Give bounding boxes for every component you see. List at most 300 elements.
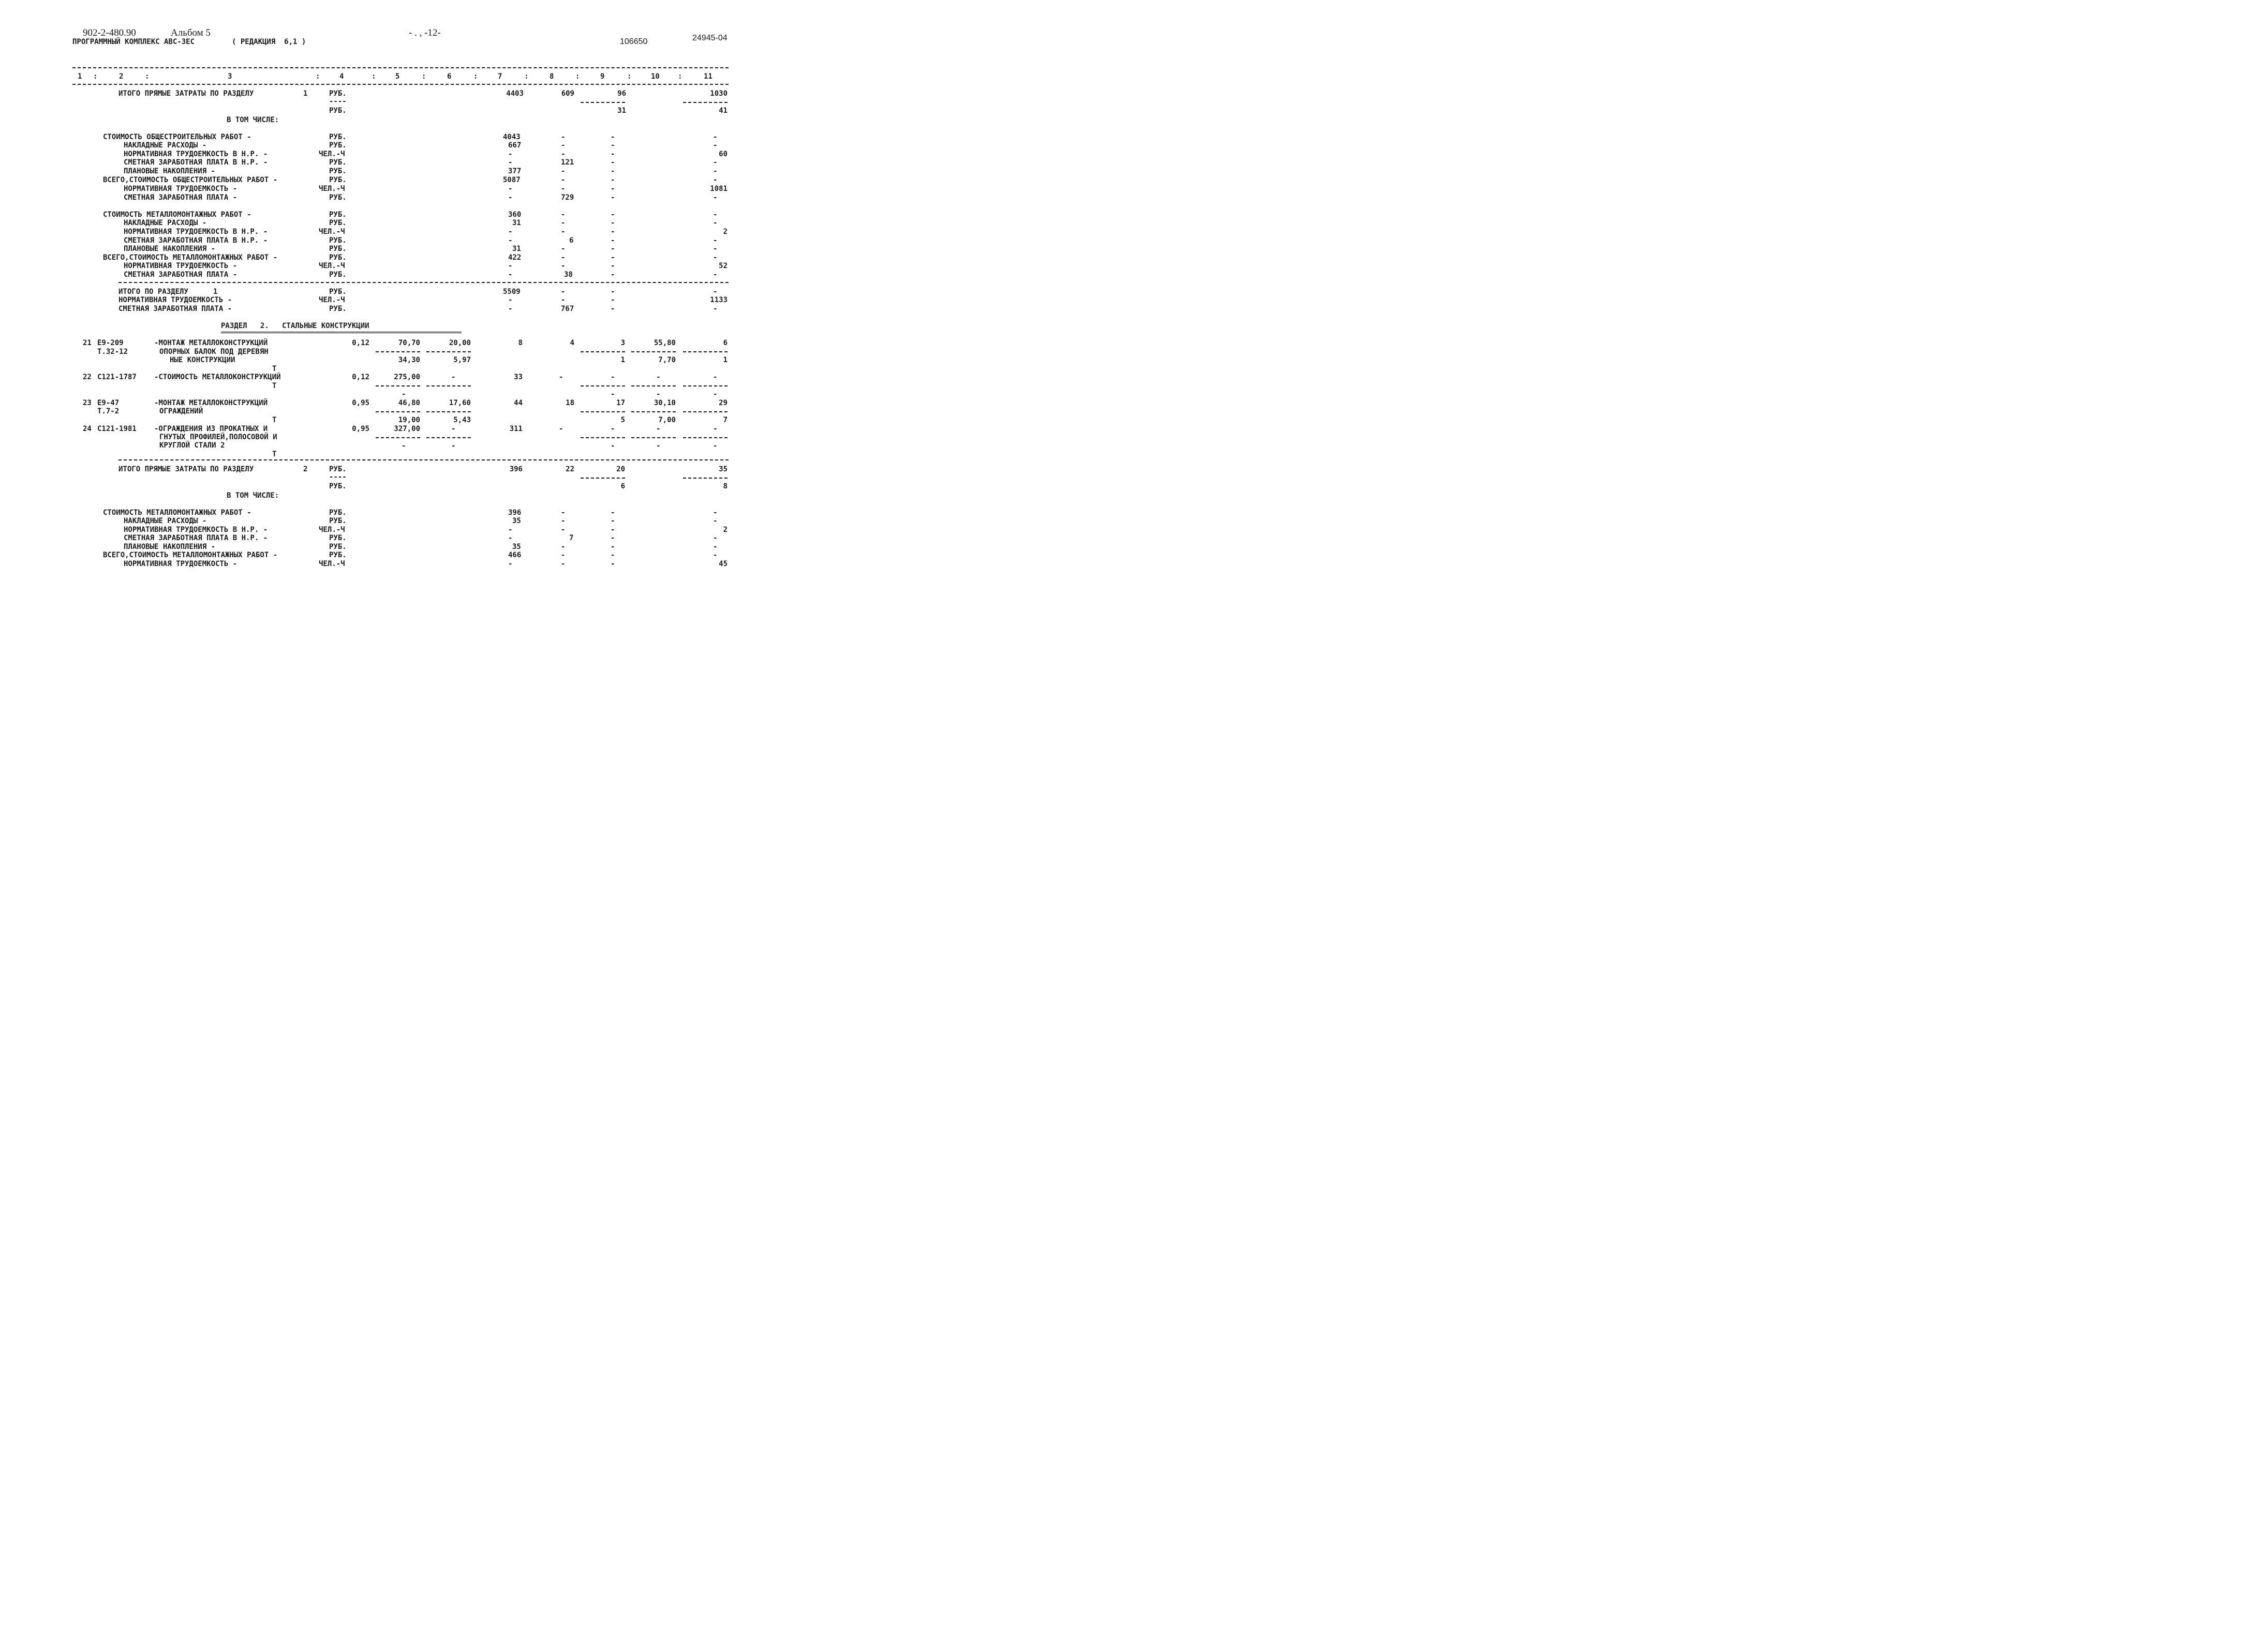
header-code-1: 106650	[620, 37, 648, 46]
cell-c8: -	[561, 560, 566, 568]
cell-c8: 22	[566, 465, 574, 473]
general-all-label: ВСЕГО,СТОИМОСТЬ ОБЩЕСТРОИТЕЛЬНЫХ РАБОТ -	[103, 176, 278, 184]
section1-itogo-labor-label: НОРМАТИВНАЯ ТРУДОЕМКОСТЬ -	[118, 296, 232, 304]
cell-rule	[631, 385, 676, 386]
cell-c9: -	[611, 150, 615, 158]
metal-wage-norm-label: СМЕТНАЯ ЗАРАБОТНАЯ ПЛАТА В Н.Р. -	[124, 236, 268, 245]
cell-c6: -	[451, 425, 456, 433]
cell-c9: -	[611, 254, 615, 262]
cell-rule	[581, 385, 625, 386]
cell-rule	[683, 478, 728, 479]
cell-c9: 96	[617, 90, 626, 98]
cell-c4: 0,95	[352, 399, 369, 407]
row-description: -МОНТАЖ МЕТАЛЛОКОНСТРУКЦИЙ	[154, 399, 268, 407]
metal2-labor-label: НОРМАТИВНАЯ ТРУДОЕМКОСТЬ -	[124, 560, 238, 568]
cell-c7: 31	[512, 245, 521, 253]
cell-rule	[683, 385, 728, 386]
cell-rule	[631, 437, 676, 438]
cell-c9: -	[611, 526, 615, 534]
col-header-2: 2	[119, 72, 124, 81]
cell-c11: -	[713, 211, 718, 219]
row-code: С121-1981	[97, 425, 137, 433]
row-code: С121-1787	[97, 373, 137, 381]
metal2-overhead-label: НАКЛАДНЫЕ РАСХОДЫ -	[124, 517, 207, 525]
cell-rule	[581, 102, 625, 103]
general-labor-norm-label: НОРМАТИВНАЯ ТРУДОЕМКОСТЬ В Н.Р. -	[124, 150, 268, 158]
cell-c8: 121	[561, 158, 574, 167]
cell-c8: -	[561, 262, 566, 270]
cell-c9: -	[611, 245, 615, 253]
cell-c5: 327,00	[394, 425, 420, 433]
cell-c9: -	[611, 176, 615, 184]
table-top-rule	[72, 67, 729, 68]
unit: РУБ.	[329, 176, 347, 184]
cell-c7: 5087	[503, 176, 521, 184]
row-number: 21	[83, 339, 92, 347]
section1-itogo-label: ИТОГО ПО РАЗДЕЛУ	[118, 288, 188, 296]
cell-c7: -	[508, 228, 513, 236]
cell-rule	[426, 437, 471, 438]
cell-c7: 8	[518, 339, 523, 347]
cell-c4: 0,12	[352, 339, 369, 347]
cell-c11: -	[713, 167, 718, 175]
cell-c7: -	[508, 236, 513, 245]
cell-c8: -	[561, 167, 566, 175]
row-unit: Т	[272, 450, 277, 458]
cell-c8: 4	[570, 339, 574, 347]
section2-title-underline	[221, 332, 462, 333]
col-header-6: 6	[447, 72, 452, 81]
general-overhead-label: НАКЛАДНЫЕ РАСХОДЫ -	[124, 141, 207, 150]
col-header-5: 5	[395, 72, 400, 81]
unit: РУБ.	[329, 167, 347, 175]
section2-incl-label: В ТОМ ЧИСЛЕ:	[227, 492, 279, 500]
cell-c9: -	[611, 543, 615, 551]
row-description: ОГРАЖДЕНИЙ	[159, 407, 203, 415]
cell-c11b: 7	[723, 416, 728, 424]
cell-c11b: 8	[723, 482, 728, 490]
cell-c9: -	[611, 236, 615, 245]
unit: РУБ.	[329, 534, 347, 542]
unit: РУБ.	[329, 288, 347, 296]
col-header-9: 9	[600, 72, 605, 81]
cell-c9: -	[611, 158, 615, 167]
cell-c9b: 5	[620, 416, 625, 424]
col-header-4: 4	[339, 72, 344, 81]
cell-c7: -	[508, 305, 513, 313]
row-number: 22	[83, 373, 92, 381]
section1-incl-label: В ТОМ ЧИСЛЕ:	[227, 116, 279, 124]
cell-c9: -	[611, 288, 615, 296]
cell-rule	[581, 411, 625, 412]
cell-c8: -	[561, 133, 566, 141]
col-header-7: 7	[498, 72, 502, 81]
cell-c7: 311	[509, 425, 523, 433]
unit-dash: ----	[329, 473, 347, 481]
cell-c11: -	[713, 176, 718, 184]
metal-labor-label: НОРМАТИВНАЯ ТРУДОЕМКОСТЬ -	[124, 262, 238, 270]
col-sep: :	[372, 72, 376, 81]
cell-c9: -	[611, 211, 615, 219]
unit: РУБ.	[329, 141, 347, 150]
unit: РУБ.	[329, 254, 347, 262]
cell-c11: -	[713, 236, 718, 245]
cell-c11: 60	[719, 150, 728, 158]
cell-rule	[426, 351, 471, 352]
metal-labor-norm-label: НОРМАТИВНАЯ ТРУДОЕМКОСТЬ В Н.Р. -	[124, 228, 268, 236]
cell-c9b: -	[611, 442, 615, 450]
row-code-table: Т.32-12	[97, 348, 128, 356]
cell-c7: 35	[512, 517, 521, 525]
metal2-labor-norm-label: НОРМАТИВНАЯ ТРУДОЕМКОСТЬ В Н.Р. -	[124, 526, 268, 534]
cell-c6b: 5,97	[453, 356, 471, 364]
unit: РУБ.	[329, 194, 347, 202]
cell-rule	[631, 351, 676, 352]
metal-all-label: ВСЕГО,СТОИМОСТЬ МЕТАЛЛОМОНТАЖНЫХ РАБОТ -	[103, 254, 278, 262]
cell-c11: -	[713, 517, 718, 525]
cell-c6: 20,00	[449, 339, 471, 347]
cell-c11: -	[713, 305, 718, 313]
doc-code: 902-2-480.90	[83, 27, 136, 38]
metal2-all-label: ВСЕГО,СТОИМОСТЬ МЕТАЛЛОМОНТАЖНЫХ РАБОТ -	[103, 551, 278, 559]
cell-c11: 1133	[710, 296, 728, 304]
cell-rule	[376, 411, 420, 412]
cell-c11: -	[713, 534, 718, 542]
cell-c11: -	[713, 425, 718, 433]
row-unit: Т	[272, 365, 277, 373]
metal-overhead-label: НАКЛАДНЫЕ РАСХОДЫ -	[124, 219, 207, 227]
cell-c9b: 1	[620, 356, 625, 364]
cell-c11: 29	[719, 399, 728, 407]
cell-c5: 46,80	[398, 399, 420, 407]
cell-c7: 396	[508, 509, 522, 517]
section1-itogo-rule	[118, 282, 729, 283]
cell-c11b: 1	[723, 356, 728, 364]
cell-rule	[683, 437, 728, 438]
cell-c8: -	[561, 150, 566, 158]
row-description: ОПОРНЫХ БАЛОК ПОД ДЕРЕВЯН	[159, 348, 269, 356]
cell-c8: -	[561, 517, 566, 525]
cell-c11: 52	[719, 262, 728, 270]
cell-c11: -	[713, 194, 718, 202]
metal2-profit-label: ПЛАНОВЫЕ НАКОПЛЕНИЯ -	[124, 543, 216, 551]
cell-c5b: 34,30	[398, 356, 420, 364]
cell-c9: -	[611, 194, 615, 202]
cell-rule	[581, 478, 625, 479]
cell-c7: 396	[509, 465, 523, 473]
unit-dash: ----	[329, 97, 347, 106]
cell-c11: 2	[723, 526, 728, 534]
cell-c11: -	[713, 254, 718, 262]
cell-c7: 422	[508, 254, 522, 262]
section2-total-label: ИТОГО ПРЯМЫЕ ЗАТРАТЫ ПО РАЗДЕЛУ	[118, 465, 254, 473]
cell-c11: 35	[719, 465, 728, 473]
unit: РУБ.	[329, 305, 347, 313]
cell-c11: -	[713, 551, 718, 559]
cell-c9: -	[611, 425, 615, 433]
cell-rule	[376, 437, 420, 438]
cell-c7: 33	[514, 373, 523, 381]
cell-c7: -	[508, 526, 513, 534]
general-profit-label: ПЛАНОВЫЕ НАКОПЛЕНИЯ -	[124, 167, 216, 175]
unit: ЧЕЛ.-Ч	[319, 150, 345, 158]
header-bottom-rule	[72, 84, 729, 85]
cell-c7: -	[508, 560, 513, 568]
col-sep: :	[316, 72, 320, 81]
cell-c5: 70,70	[398, 339, 420, 347]
cell-c10b: 7,00	[658, 416, 676, 424]
cell-c8: -	[561, 509, 566, 517]
album-label: Альбом 5	[171, 27, 211, 38]
cell-rule	[683, 351, 728, 352]
cell-c10: -	[656, 425, 661, 433]
cell-rule	[683, 102, 728, 103]
cell-c11: 45	[719, 560, 728, 568]
cell-c9: -	[611, 296, 615, 304]
cell-c9: -	[611, 305, 615, 313]
cell-c11: -	[713, 133, 718, 141]
cell-c9b: 31	[617, 107, 626, 115]
cell-c7: -	[508, 158, 513, 167]
cell-c11: 1081	[710, 185, 728, 193]
unit: РУБ.	[329, 465, 347, 473]
unit: ЧЕЛ.-Ч	[319, 296, 345, 304]
unit: РУБ.	[329, 211, 347, 219]
cell-c11: -	[713, 158, 718, 167]
cell-c11: -	[713, 373, 718, 381]
row-code-table: Т.7-2	[97, 407, 120, 415]
cell-c5b: -	[402, 390, 406, 398]
cell-c5: 275,00	[394, 373, 420, 381]
row-unit: Т	[272, 416, 277, 424]
cell-c11: -	[713, 271, 718, 279]
cell-rule	[581, 351, 625, 352]
col-header-1: 1	[78, 72, 82, 81]
col-sep: :	[627, 72, 632, 81]
general-wage-norm-label: СМЕТНАЯ ЗАРАБОТНАЯ ПЛАТА В Н.Р. -	[124, 158, 268, 167]
cell-c8: 18	[566, 399, 574, 407]
cell-c5b: 19,00	[398, 416, 420, 424]
cell-c7: -	[508, 296, 513, 304]
cell-c8: 767	[561, 305, 574, 313]
cell-c5b: -	[402, 442, 406, 450]
cell-c8: -	[561, 211, 566, 219]
cell-c8: -	[559, 373, 563, 381]
unit: РУБ.	[329, 236, 347, 245]
row-code: Е9-209	[97, 339, 124, 347]
col-header-8: 8	[550, 72, 554, 81]
cell-c9: -	[611, 167, 615, 175]
section2-total-rule	[118, 459, 729, 460]
cell-c9: 3	[620, 339, 625, 347]
unit: РУБ.	[329, 107, 347, 115]
cell-c11: 1030	[710, 90, 728, 98]
cell-c8: 38	[564, 271, 573, 279]
cell-c8: -	[561, 141, 566, 150]
cell-c8: -	[561, 296, 566, 304]
unit: РУБ.	[329, 271, 347, 279]
cell-c11: -	[713, 509, 718, 517]
unit: РУБ.	[329, 90, 347, 98]
cell-c9: -	[611, 133, 615, 141]
cell-c11b: -	[713, 442, 718, 450]
col-sep: :	[93, 72, 98, 81]
cell-c10: 30,10	[654, 399, 676, 407]
cell-c9b: -	[611, 390, 615, 398]
unit: ЧЕЛ.-Ч	[319, 228, 345, 236]
cell-c9: -	[611, 271, 615, 279]
cell-c8: -	[561, 543, 566, 551]
cell-c4: 0,95	[352, 425, 369, 433]
cell-c8: 729	[561, 194, 574, 202]
cell-c6b: -	[451, 442, 456, 450]
cell-c10: -	[656, 373, 661, 381]
cell-c10b: -	[656, 442, 661, 450]
section1-total-num: 1	[303, 90, 308, 98]
unit: РУБ.	[329, 133, 347, 141]
cell-c8: 609	[561, 90, 574, 98]
cell-rule	[581, 437, 625, 438]
metal2-cost-label: СТОИМОСТЬ МЕТАЛЛОМОНТАЖНЫХ РАБОТ -	[103, 509, 251, 517]
cell-c7: 667	[508, 141, 522, 150]
cell-c10b: 7,70	[658, 356, 676, 364]
cell-c7: 31	[512, 219, 521, 227]
cell-c11: -	[713, 543, 718, 551]
cell-c8: -	[561, 185, 566, 193]
cell-c7: 44	[514, 399, 523, 407]
row-code: Е9-47	[97, 399, 120, 407]
unit: РУБ.	[329, 543, 347, 551]
unit: ЧЕЛ.-Ч	[319, 560, 345, 568]
cell-c8: -	[561, 228, 566, 236]
section1-total-label: ИТОГО ПРЯМЫЕ ЗАТРАТЫ ПО РАЗДЕЛУ	[118, 90, 254, 98]
col-header-11: 11	[704, 72, 713, 81]
cell-c7: 4043	[503, 133, 521, 141]
cell-c7: -	[508, 262, 513, 270]
cell-c8: -	[561, 245, 566, 253]
cell-c8: -	[559, 425, 563, 433]
row-description: -МОНТАЖ МЕТАЛЛОКОНСТРУКЦИЙ	[154, 339, 268, 347]
unit: РУБ.	[329, 551, 347, 559]
cell-c11b: 41	[719, 107, 728, 115]
row-description: -СТОИМОСТЬ МЕТАЛЛОКОНСТРУКЦИЙ	[154, 373, 281, 381]
cell-c9: 20	[616, 465, 625, 473]
cell-c11: -	[713, 219, 718, 227]
cell-c8: -	[561, 526, 566, 534]
cell-c9: -	[611, 185, 615, 193]
unit: ЧЕЛ.-Ч	[319, 185, 345, 193]
page-number: - . , -12-	[409, 27, 441, 38]
cell-c8: -	[561, 551, 566, 559]
header-code-2: 24945-04	[692, 34, 728, 42]
row-unit: Т	[272, 382, 277, 390]
unit: РУБ.	[329, 245, 347, 253]
cell-c8: -	[561, 288, 566, 296]
row-description: КРУГЛОЙ СТАЛИ 2	[159, 441, 225, 450]
cell-c6: 17,60	[449, 399, 471, 407]
cell-c9: -	[611, 560, 615, 568]
col-sep: :	[422, 72, 426, 81]
cell-c9: -	[611, 509, 615, 517]
general-cost-label: СТОИМОСТЬ ОБЩЕСТРОИТЕЛЬНЫХ РАБОТ -	[103, 133, 251, 141]
col-sep: :	[145, 72, 150, 81]
cell-c7: 35	[512, 543, 521, 551]
cell-c11b: -	[713, 390, 718, 398]
cell-c9: -	[611, 534, 615, 542]
row-description: -ОГРАЖДЕНИЯ ИЗ ПРОКАТНЫХ И	[154, 425, 268, 433]
cell-c6b: 5,43	[453, 416, 471, 424]
cell-c4: 0,12	[352, 373, 369, 381]
cell-c11: -	[713, 245, 718, 253]
cell-c7: -	[508, 194, 513, 202]
general-labor-label: НОРМАТИВНАЯ ТРУДОЕМКОСТЬ -	[124, 185, 238, 193]
cell-c9: -	[611, 373, 615, 381]
cell-c9: -	[611, 262, 615, 270]
col-sep: :	[524, 72, 529, 81]
unit: РУБ.	[329, 158, 347, 167]
cell-c9: -	[611, 228, 615, 236]
cell-c11: 2	[723, 228, 728, 236]
metal-profit-label: ПЛАНОВЫЕ НАКОПЛЕНИЯ -	[124, 245, 216, 253]
metal-cost-label: СТОИМОСТЬ МЕТАЛЛОМОНТАЖНЫХ РАБОТ -	[103, 211, 251, 219]
cell-c7: -	[508, 150, 513, 158]
cell-c8: -	[561, 176, 566, 184]
cell-c7: 360	[508, 211, 522, 219]
col-sep: :	[575, 72, 580, 81]
cell-rule	[376, 385, 420, 386]
cell-c8: -	[561, 219, 566, 227]
cell-c8: -	[561, 254, 566, 262]
cell-c7: 377	[508, 167, 522, 175]
cell-rule	[376, 351, 420, 352]
col-sep: :	[678, 72, 682, 81]
unit: РУБ.	[329, 482, 347, 490]
section2-total-num: 2	[303, 465, 308, 473]
general-wage-label: СМЕТНАЯ ЗАРАБОТНАЯ ПЛАТА -	[124, 194, 238, 202]
cell-c9: -	[611, 517, 615, 525]
cell-c7: -	[508, 534, 513, 542]
cell-c11: -	[713, 288, 718, 296]
col-sep: :	[473, 72, 478, 81]
program-edition: ( РЕДАКЦИЯ 6,1 )	[232, 38, 306, 46]
program-name: ПРОГРАММНЫЙ КОМПЛЕКС АВС-3ЕС	[72, 38, 195, 46]
unit: РУБ.	[329, 509, 347, 517]
cell-c6: -	[451, 373, 456, 381]
unit: ЧЕЛ.-Ч	[319, 526, 345, 534]
col-header-3: 3	[228, 72, 232, 81]
cell-c9: -	[611, 551, 615, 559]
cell-c9: -	[611, 141, 615, 150]
cell-rule	[426, 385, 471, 386]
unit: ЧЕЛ.-Ч	[319, 262, 345, 270]
col-header-10: 10	[651, 72, 660, 81]
cell-c10b: -	[656, 390, 661, 398]
cell-c9: 17	[616, 399, 625, 407]
cell-c10: 55,80	[654, 339, 676, 347]
unit: РУБ.	[329, 219, 347, 227]
cell-c7: -	[508, 185, 513, 193]
cell-c11: 6	[723, 339, 728, 347]
cell-rule	[683, 411, 728, 412]
row-number: 23	[83, 399, 92, 407]
section2-title: РАЗДЕЛ 2. СТАЛЬНЫЕ КОНСТРУКЦИИ	[221, 322, 369, 330]
cell-rule	[426, 411, 471, 412]
cell-c7: 5509	[503, 288, 521, 296]
cell-c7: -	[508, 271, 513, 279]
row-description: ГНУТЫХ ПРОФИЛЕЙ,ПОЛОСОВОЙ И	[159, 433, 277, 441]
cell-c11: -	[713, 141, 718, 150]
metal2-wage-norm-label: СМЕТНАЯ ЗАРАБОТНАЯ ПЛАТА В Н.Р. -	[124, 534, 268, 542]
